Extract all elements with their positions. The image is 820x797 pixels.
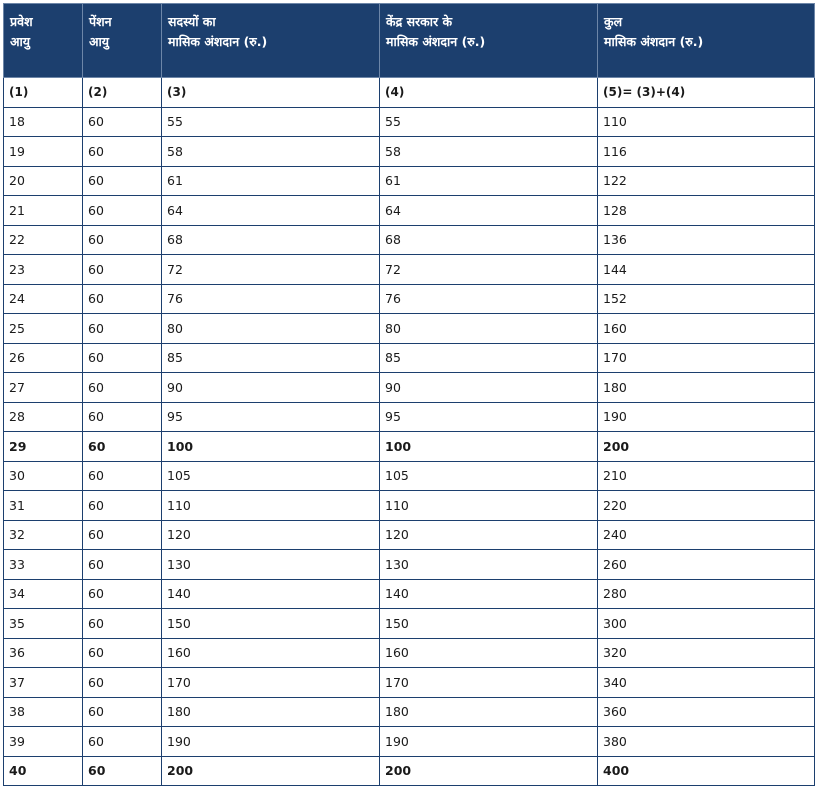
table-row — [4, 638, 815, 668]
table-cell: 100 — [162, 432, 380, 462]
table-cell: 105 — [380, 461, 598, 491]
table-cell: 60 — [83, 461, 162, 491]
table-header — [4, 4, 815, 78]
table-cell: 30 — [4, 461, 83, 491]
table-cell: 26 — [4, 343, 83, 373]
table-cell: 31 — [4, 491, 83, 521]
table-cell: 68 — [380, 225, 598, 255]
table-cell: 55 — [162, 107, 380, 137]
table-cell: 320 — [598, 638, 815, 668]
header-pension-age: पेंशन आयु — [83, 4, 162, 78]
table-cell: 150 — [380, 609, 598, 639]
table-cell: 170 — [162, 668, 380, 698]
table-cell: 240 — [598, 520, 815, 550]
table-cell: 136 — [598, 225, 815, 255]
table-cell: 380 — [598, 727, 815, 757]
table-cell: 280 — [598, 579, 815, 609]
table-cell: 360 — [598, 697, 815, 727]
table-cell: 60 — [83, 225, 162, 255]
table-cell: 60 — [83, 314, 162, 344]
table-cell: 120 — [162, 520, 380, 550]
table-row — [4, 756, 815, 786]
table-cell: 72 — [162, 255, 380, 285]
table-cell: 100 — [380, 432, 598, 462]
table-cell: 60 — [83, 166, 162, 196]
table-cell: 58 — [162, 137, 380, 167]
table-cell: 200 — [380, 756, 598, 786]
contribution-table — [3, 3, 815, 786]
table-cell: 180 — [598, 373, 815, 403]
table-cell: 64 — [380, 196, 598, 226]
table-row — [4, 225, 815, 255]
table-cell: 190 — [380, 727, 598, 757]
table-cell: 170 — [598, 343, 815, 373]
table-cell: 400 — [598, 756, 815, 786]
table-row — [4, 579, 815, 609]
table-cell: 20 — [4, 166, 83, 196]
table-cell: 85 — [162, 343, 380, 373]
table-cell: 60 — [83, 550, 162, 580]
table-cell: 95 — [380, 402, 598, 432]
table-cell: 128 — [598, 196, 815, 226]
table-cell: 144 — [598, 255, 815, 285]
table-cell: 95 — [162, 402, 380, 432]
table-cell: (1) — [4, 78, 83, 108]
table-cell: 33 — [4, 550, 83, 580]
table-cell: 22 — [4, 225, 83, 255]
table-row — [4, 402, 815, 432]
table-cell: 80 — [162, 314, 380, 344]
table-cell: 60 — [83, 343, 162, 373]
table-cell: 29 — [4, 432, 83, 462]
table-cell: 27 — [4, 373, 83, 403]
table-cell: 122 — [598, 166, 815, 196]
table-cell: 60 — [83, 579, 162, 609]
table-cell: 180 — [162, 697, 380, 727]
table-cell: 68 — [162, 225, 380, 255]
table-cell: 160 — [380, 638, 598, 668]
table-cell: 60 — [83, 756, 162, 786]
table-cell: 160 — [162, 638, 380, 668]
table-cell: 39 — [4, 727, 83, 757]
table-row — [4, 550, 815, 580]
table-cell: 76 — [380, 284, 598, 314]
table-row — [4, 255, 815, 285]
table-cell: 85 — [380, 343, 598, 373]
table-cell: (3) — [162, 78, 380, 108]
table-row — [4, 107, 815, 137]
table-cell: 110 — [598, 107, 815, 137]
table-row — [4, 491, 815, 521]
table-cell: 60 — [83, 107, 162, 137]
table-row — [4, 166, 815, 196]
table-cell: 120 — [380, 520, 598, 550]
table-cell: 60 — [83, 638, 162, 668]
table-cell: 140 — [162, 579, 380, 609]
contribution-table-container — [3, 3, 814, 786]
table-cell: 21 — [4, 196, 83, 226]
table-cell: 55 — [380, 107, 598, 137]
table-cell: 300 — [598, 609, 815, 639]
table-row — [4, 137, 815, 167]
table-cell: 130 — [380, 550, 598, 580]
table-cell: 170 — [380, 668, 598, 698]
header-entry-age: प्रवेश आयु — [4, 4, 83, 78]
table-cell: 110 — [380, 491, 598, 521]
table-cell: 105 — [162, 461, 380, 491]
table-cell: 18 — [4, 107, 83, 137]
table-row — [4, 668, 815, 698]
header-total-contribution: कुल मासिक अंशदान (रु.) — [598, 4, 815, 78]
table-cell: 19 — [4, 137, 83, 167]
table-cell: 60 — [83, 609, 162, 639]
table-cell: (5)= (3)+(4) — [598, 78, 815, 108]
table-cell: 80 — [380, 314, 598, 344]
header-government-contribution: केंद्र सरकार के मासिक अंशदान (रु.) — [380, 4, 598, 78]
table-cell: 210 — [598, 461, 815, 491]
table-row — [4, 609, 815, 639]
table-row — [4, 343, 815, 373]
table-cell: 190 — [598, 402, 815, 432]
column-index-row — [4, 78, 815, 108]
table-body — [4, 78, 815, 786]
table-cell: 60 — [83, 432, 162, 462]
table-cell: 23 — [4, 255, 83, 285]
table-row — [4, 697, 815, 727]
table-cell: 32 — [4, 520, 83, 550]
table-cell: (4) — [380, 78, 598, 108]
table-cell: 340 — [598, 668, 815, 698]
table-cell: 90 — [380, 373, 598, 403]
header-member-contribution: सदस्यों का मासिक अंशदान (रु.) — [162, 4, 380, 78]
table-cell: 60 — [83, 491, 162, 521]
table-cell: 64 — [162, 196, 380, 226]
table-cell: 60 — [83, 137, 162, 167]
table-cell: 60 — [83, 196, 162, 226]
table-cell: 60 — [83, 520, 162, 550]
table-cell: 28 — [4, 402, 83, 432]
table-cell: 110 — [162, 491, 380, 521]
table-cell: 150 — [162, 609, 380, 639]
table-row — [4, 373, 815, 403]
table-cell: 200 — [598, 432, 815, 462]
table-cell: 220 — [598, 491, 815, 521]
table-cell: 24 — [4, 284, 83, 314]
header-row — [4, 4, 815, 78]
table-cell: (2) — [83, 78, 162, 108]
table-cell: 152 — [598, 284, 815, 314]
table-row — [4, 196, 815, 226]
table-cell: 60 — [83, 697, 162, 727]
table-cell: 40 — [4, 756, 83, 786]
table-cell: 35 — [4, 609, 83, 639]
table-cell: 60 — [83, 727, 162, 757]
table-row — [4, 520, 815, 550]
table-cell: 60 — [83, 255, 162, 285]
table-cell: 260 — [598, 550, 815, 580]
table-cell: 90 — [162, 373, 380, 403]
table-row — [4, 284, 815, 314]
table-cell: 60 — [83, 668, 162, 698]
table-cell: 160 — [598, 314, 815, 344]
table-cell: 25 — [4, 314, 83, 344]
table-cell: 60 — [83, 402, 162, 432]
table-cell: 72 — [380, 255, 598, 285]
table-cell: 60 — [83, 373, 162, 403]
table-cell: 61 — [380, 166, 598, 196]
table-cell: 76 — [162, 284, 380, 314]
table-cell: 36 — [4, 638, 83, 668]
table-cell: 180 — [380, 697, 598, 727]
table-row — [4, 727, 815, 757]
table-cell: 34 — [4, 579, 83, 609]
table-cell: 200 — [162, 756, 380, 786]
table-cell: 190 — [162, 727, 380, 757]
table-row — [4, 314, 815, 344]
table-cell: 116 — [598, 137, 815, 167]
table-row — [4, 461, 815, 491]
table-cell: 61 — [162, 166, 380, 196]
table-cell: 37 — [4, 668, 83, 698]
table-cell: 140 — [380, 579, 598, 609]
table-cell: 38 — [4, 697, 83, 727]
table-cell: 60 — [83, 284, 162, 314]
table-cell: 58 — [380, 137, 598, 167]
table-cell: 130 — [162, 550, 380, 580]
table-row — [4, 432, 815, 462]
